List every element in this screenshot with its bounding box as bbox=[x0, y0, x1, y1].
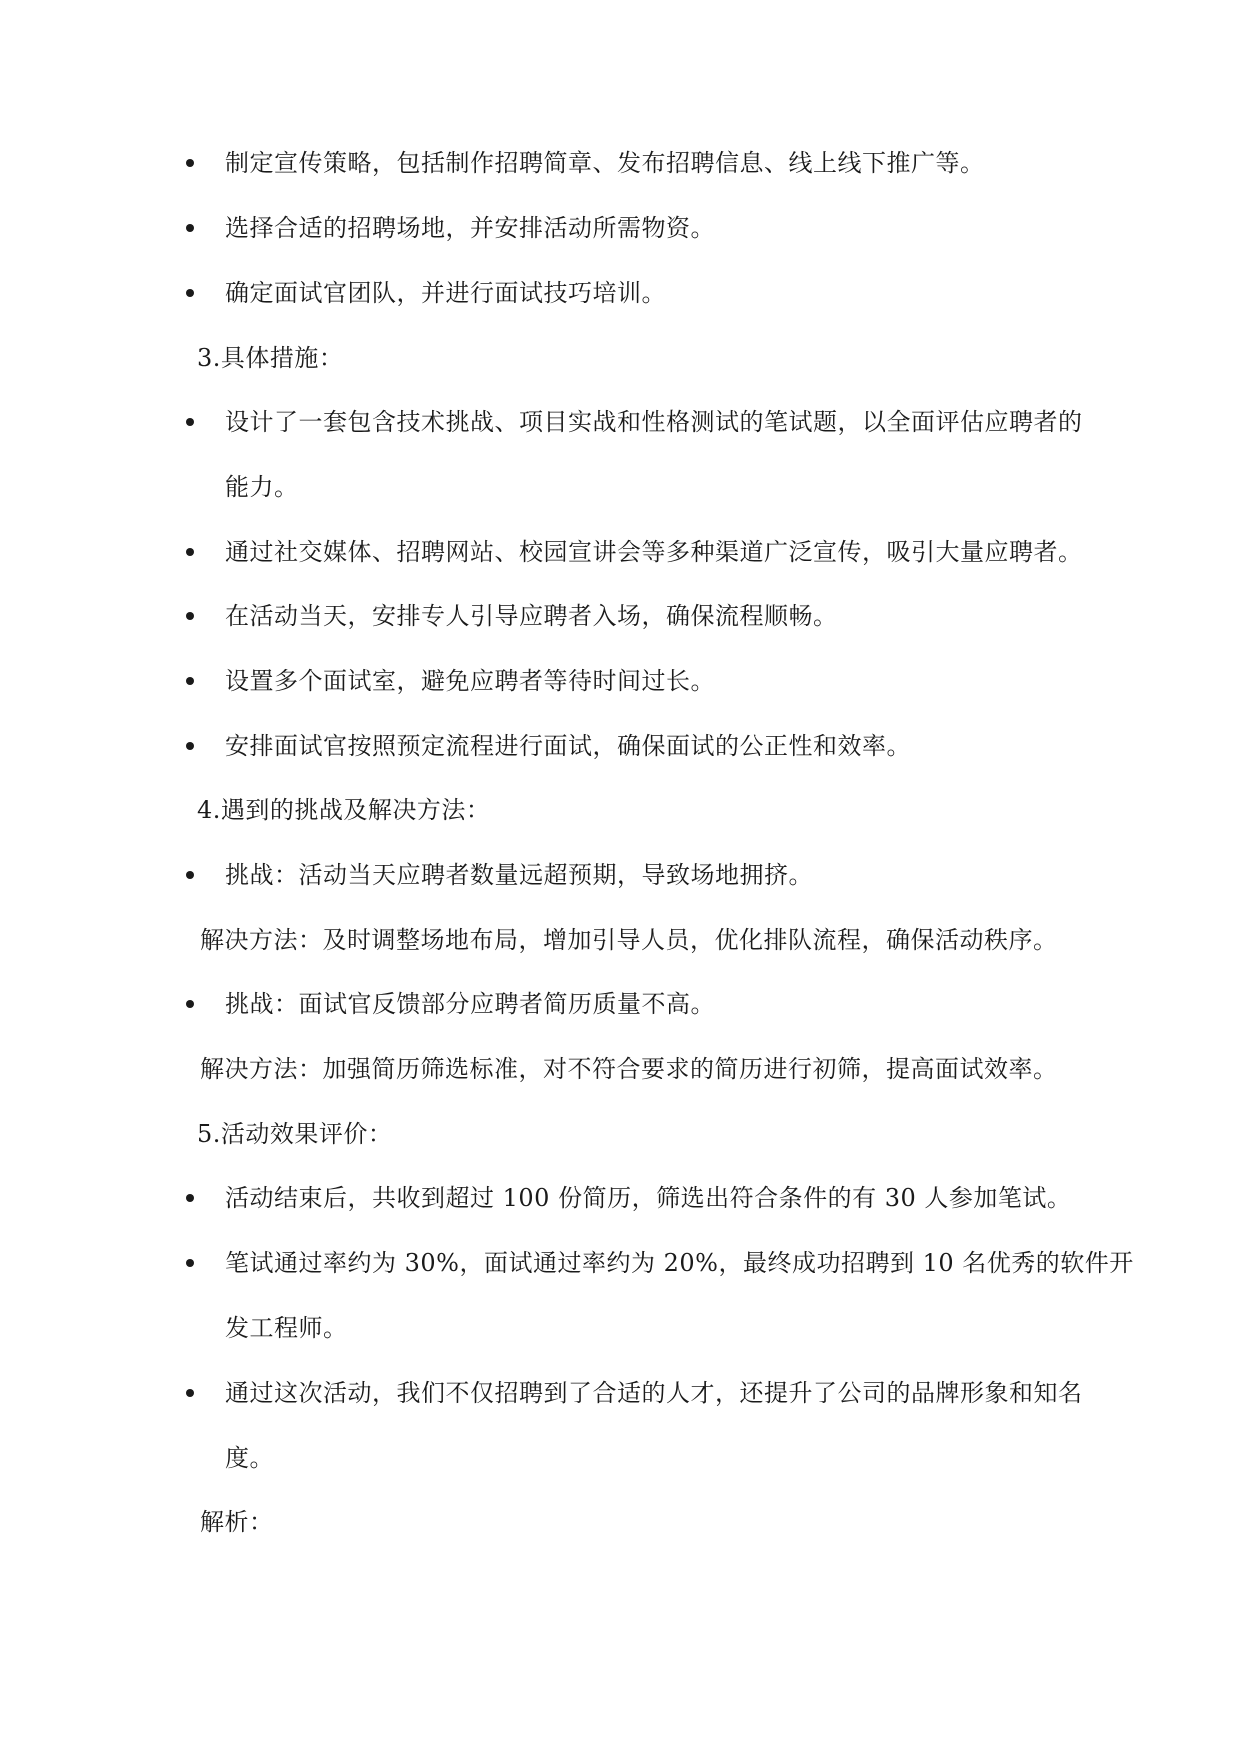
bullet-text: 通过这次活动，我们不仅招聘到了合适的人才，还提升了公司的品牌形象和知名 bbox=[225, 1379, 1083, 1407]
bullet-text: 确定面试官团队，并进行面试技巧培训。 bbox=[225, 279, 666, 307]
bullet-text: 通过社交媒体、招聘网站、校园宣讲会等多种渠道广泛宣传，吸引大量应聘者。 bbox=[225, 538, 1083, 566]
bullet-icon bbox=[186, 1000, 194, 1008]
bullet-text: 制定宣传策略，包括制作招聘简章、发布招聘信息、线上线下推广等。 bbox=[225, 149, 985, 177]
bullet-icon bbox=[186, 1194, 194, 1202]
bullet-icon bbox=[186, 612, 194, 620]
bullet-icon bbox=[186, 1389, 194, 1397]
bullet-icon bbox=[186, 548, 194, 556]
bullet-icon bbox=[186, 224, 194, 232]
bullet-icon bbox=[186, 742, 194, 750]
section-heading: 3.具体措施： bbox=[197, 344, 344, 372]
bullet-text: 活动结束后，共收到超过 100 份简历，筛选出符合条件的有 30 人参加笔试。 bbox=[225, 1184, 1072, 1212]
bullet-icon bbox=[186, 1259, 194, 1267]
bullet-text: 选择合适的招聘场地，并安排活动所需物资。 bbox=[225, 214, 715, 242]
paragraph-text: 解决方法：加强简历筛选标准，对不符合要求的简历进行初筛，提高面试效率。 bbox=[200, 1055, 1058, 1083]
bullet-text: 设计了一套包含技术挑战、项目实战和性格测试的笔试题，以全面评估应聘者的 bbox=[225, 408, 1083, 436]
bullet-icon bbox=[186, 677, 194, 685]
bullet-text: 在活动当天，安排专人引导应聘者入场，确保流程顺畅。 bbox=[225, 602, 838, 630]
section-heading: 4.遇到的挑战及解决方法： bbox=[197, 796, 491, 824]
bullet-text: 能力。 bbox=[225, 473, 299, 501]
bullet-icon bbox=[186, 159, 194, 167]
bullet-icon bbox=[186, 418, 194, 426]
section-heading: 5.活动效果评价： bbox=[197, 1120, 393, 1148]
bullet-text: 度。 bbox=[225, 1444, 274, 1472]
bullet-icon bbox=[186, 289, 194, 297]
bullet-text: 挑战：活动当天应聘者数量远超预期，导致场地拥挤。 bbox=[225, 861, 813, 889]
bullet-text: 安排面试官按照预定流程进行面试，确保面试的公正性和效率。 bbox=[225, 732, 911, 760]
bullet-text: 笔试通过率约为 30%，面试通过率约为 20%，最终成功招聘到 10 名优秀的软件开 bbox=[225, 1249, 1134, 1277]
paragraph-text: 解析： bbox=[200, 1508, 274, 1536]
bullet-text: 挑战：面试官反馈部分应聘者简历质量不高。 bbox=[225, 990, 715, 1018]
bullet-text: 设置多个面试室，避免应聘者等待时间过长。 bbox=[225, 667, 715, 695]
bullet-text: 发工程师。 bbox=[225, 1314, 348, 1342]
paragraph-text: 解决方法：及时调整场地布局，增加引导人员，优化排队流程，确保活动秩序。 bbox=[200, 926, 1058, 954]
bullet-icon bbox=[186, 871, 194, 879]
